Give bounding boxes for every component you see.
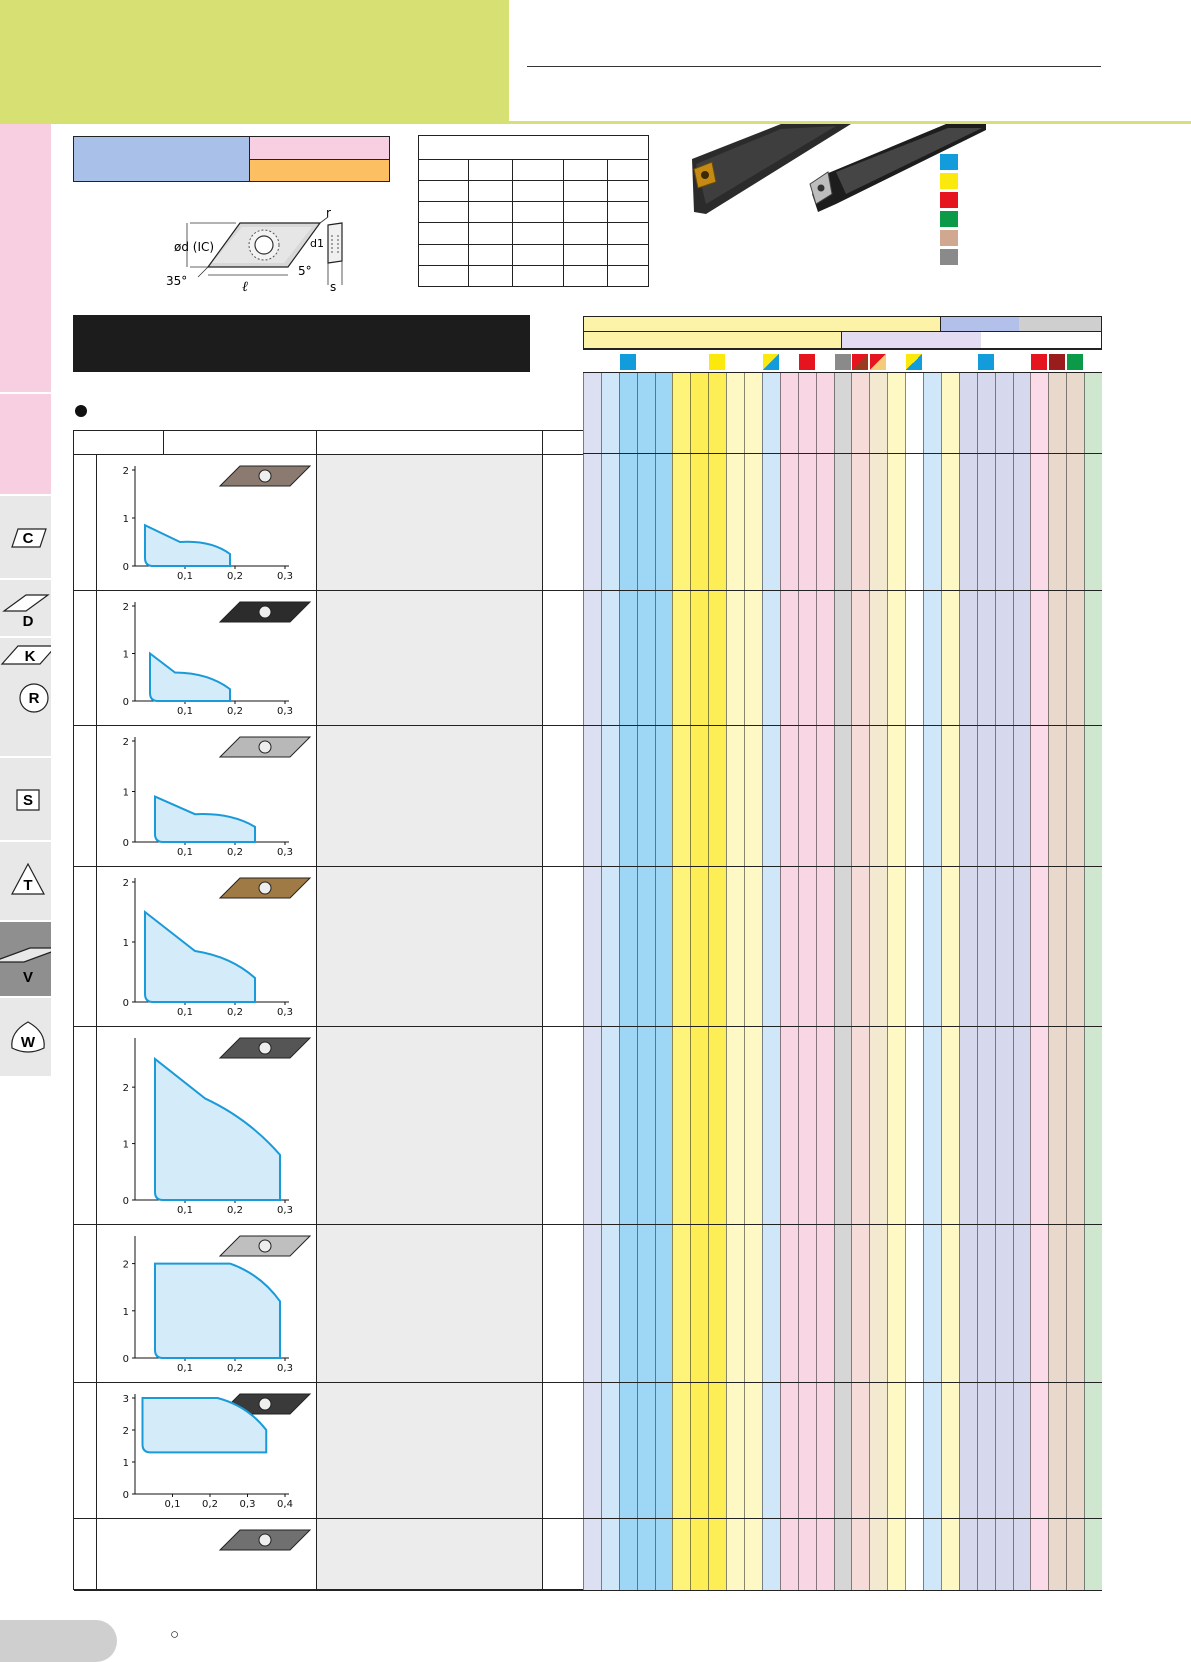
x-tick-label: 0,3 bbox=[277, 571, 293, 582]
y-tick-label: 0 bbox=[122, 562, 129, 573]
section-bullet bbox=[75, 405, 87, 417]
y-tick-label: 1 bbox=[122, 1306, 129, 1318]
x-tick-label: 0,2 bbox=[227, 1205, 243, 1216]
sidebar-tab-letter: S bbox=[22, 792, 34, 809]
x-tick-label: 0,2 bbox=[227, 1007, 243, 1018]
angle-5-label: 5° bbox=[298, 264, 312, 278]
x-tick-label: 0,3 bbox=[277, 1363, 293, 1374]
x-tick-label: 0,3 bbox=[277, 706, 293, 717]
x-tick-label: 0,2 bbox=[227, 706, 243, 717]
grade-header-box bbox=[73, 136, 390, 182]
page-number-tab bbox=[0, 1620, 117, 1662]
x-tick-label: 0,1 bbox=[177, 706, 193, 717]
shape-kr-icon bbox=[0, 638, 51, 758]
y-tick-label: 2 bbox=[122, 737, 129, 748]
legend-swatch bbox=[940, 154, 958, 170]
legend-swatch bbox=[940, 230, 958, 246]
sidebar-tab-d[interactable] bbox=[0, 580, 51, 638]
grade-chip bbox=[799, 354, 815, 370]
sidebar-tab-letter: V bbox=[22, 969, 34, 986]
x-tick-label: 0,3 bbox=[277, 847, 293, 858]
sidebar-tab-letter: R bbox=[28, 690, 40, 707]
sidebar-tab-letter: D bbox=[22, 613, 34, 630]
chipbreaker-range-chart bbox=[115, 1030, 295, 1224]
y-tick-label: 1 bbox=[122, 787, 129, 799]
y-tick-label: 0 bbox=[122, 998, 129, 1009]
application-area bbox=[155, 1059, 280, 1200]
sidebar-tab-blank-2[interactable] bbox=[0, 394, 51, 496]
x-tick-label: 0,3 bbox=[277, 1007, 293, 1018]
grade-chip bbox=[906, 354, 922, 370]
y-tick-label: 1 bbox=[122, 938, 129, 949]
side-navigation bbox=[0, 124, 51, 1094]
grade-chip bbox=[1049, 354, 1065, 370]
grade-blue-cell bbox=[74, 137, 250, 181]
y-tick-label: 1 bbox=[122, 514, 129, 525]
grade-orange-cell bbox=[250, 160, 389, 181]
chipbreaker-range-chart bbox=[115, 729, 295, 866]
shape-w-icon bbox=[0, 998, 51, 1078]
sidebar-tab-w[interactable] bbox=[0, 998, 51, 1078]
header-banner bbox=[0, 0, 509, 124]
y-tick-label: 0 bbox=[122, 1490, 129, 1501]
y-tick-label: 3 bbox=[122, 1394, 129, 1405]
angle-35-label: 35° bbox=[166, 274, 188, 288]
x-tick-label: 0,1 bbox=[164, 1499, 181, 1510]
application-area bbox=[150, 654, 230, 702]
y-tick-label: 2 bbox=[122, 878, 129, 889]
x-tick-label: 0,1 bbox=[177, 847, 193, 858]
x-tick-label: 0,2 bbox=[227, 847, 243, 858]
y-tick-label: 2 bbox=[122, 1426, 129, 1437]
registered-mark: ○ bbox=[170, 1626, 180, 1643]
x-tick-label: 0,2 bbox=[227, 1363, 243, 1374]
application-area bbox=[143, 1398, 267, 1452]
application-area bbox=[145, 912, 255, 1002]
s-label: s bbox=[330, 280, 337, 294]
y-tick-label: 1 bbox=[122, 649, 129, 661]
x-tick-label: 0,1 bbox=[177, 1363, 193, 1374]
grade-chip bbox=[978, 354, 994, 370]
y-tick-label: 1 bbox=[122, 1458, 129, 1469]
sidebar-tab-letter: C bbox=[22, 530, 34, 547]
legend-swatch bbox=[940, 249, 958, 265]
shape-v-icon bbox=[0, 922, 51, 998]
header-title-line bbox=[527, 66, 1101, 67]
sidebar-tab-v[interactable] bbox=[0, 922, 51, 998]
y-tick-label: 2 bbox=[122, 1259, 129, 1271]
grade-chip bbox=[870, 354, 886, 370]
shape-c-icon bbox=[0, 496, 51, 580]
legend-swatch bbox=[940, 192, 958, 208]
r-label: r bbox=[326, 206, 331, 220]
insert-table-header-row bbox=[73, 430, 583, 455]
sidebar-tab-letter: T bbox=[23, 877, 33, 894]
dimension-table-header bbox=[419, 136, 649, 160]
legend-swatch bbox=[940, 173, 958, 189]
sidebar-tab-blank-1[interactable] bbox=[0, 124, 51, 394]
grade-chip bbox=[835, 354, 851, 370]
application-area bbox=[155, 797, 255, 842]
grade-chip bbox=[709, 354, 725, 370]
section-title-band bbox=[73, 315, 530, 372]
x-tick-label: 0,2 bbox=[202, 1499, 218, 1510]
ic-label: ød (IC) bbox=[174, 240, 215, 254]
sidebar-tab-letter: W bbox=[20, 1034, 36, 1051]
y-tick-label: 0 bbox=[122, 838, 129, 849]
y-tick-label: 2 bbox=[122, 466, 129, 477]
x-tick-label: 0,1 bbox=[177, 1007, 193, 1018]
material-color-legend bbox=[940, 154, 958, 270]
y-tick-label: 0 bbox=[122, 1196, 129, 1207]
chipbreaker-range-chart bbox=[115, 458, 295, 590]
x-tick-label: 0,1 bbox=[177, 1205, 193, 1216]
x-tick-label: 0,3 bbox=[277, 1205, 293, 1216]
grade-chip bbox=[852, 354, 868, 370]
chipbreaker-range-chart bbox=[115, 594, 295, 725]
sidebar-tab-c[interactable] bbox=[0, 496, 51, 580]
y-tick-label: 0 bbox=[122, 697, 129, 708]
shape-s-icon bbox=[0, 758, 51, 842]
insert-dimension-diagram bbox=[160, 205, 375, 295]
chipbreaker-range-chart bbox=[115, 1386, 295, 1518]
grade-chip bbox=[763, 354, 779, 370]
x-tick-label: 0,2 bbox=[227, 571, 243, 582]
y-tick-label: 1 bbox=[122, 1139, 129, 1151]
shape-t-icon bbox=[0, 842, 51, 922]
matrix-header-mid bbox=[583, 332, 1102, 349]
dimension-table bbox=[418, 135, 649, 287]
grade-chip bbox=[620, 354, 636, 370]
grade-chip-row bbox=[583, 349, 1102, 373]
grade-chip bbox=[1067, 354, 1083, 370]
grade-chip bbox=[1031, 354, 1047, 370]
d1-label: d1 bbox=[310, 237, 324, 250]
l-label: ℓ bbox=[242, 279, 248, 295]
sidebar-tab-t[interactable] bbox=[0, 842, 51, 922]
x-tick-label: 0,4 bbox=[277, 1499, 293, 1510]
x-tick-label: 0,1 bbox=[177, 571, 193, 582]
chipbreaker-range-chart bbox=[115, 1228, 295, 1382]
shape-d-icon bbox=[0, 580, 51, 638]
y-tick-label: 2 bbox=[122, 602, 129, 613]
sidebar-tab-s[interactable] bbox=[0, 758, 51, 842]
x-tick-label: 0,3 bbox=[239, 1499, 256, 1510]
y-tick-label: 0 bbox=[122, 1354, 129, 1365]
chipbreaker-range-chart bbox=[115, 870, 295, 1026]
sidebar-tab-kr[interactable] bbox=[0, 638, 51, 758]
y-tick-label: 2 bbox=[122, 1083, 129, 1095]
col-divider bbox=[163, 430, 164, 454]
application-area bbox=[155, 1264, 280, 1358]
grade-pink-cell bbox=[250, 137, 389, 160]
sidebar-tab-letter: K bbox=[24, 648, 36, 665]
legend-swatch bbox=[940, 211, 958, 227]
insert-photo-icon bbox=[218, 1524, 313, 1558]
application-area bbox=[145, 525, 230, 566]
matrix-header-top bbox=[583, 316, 1102, 332]
